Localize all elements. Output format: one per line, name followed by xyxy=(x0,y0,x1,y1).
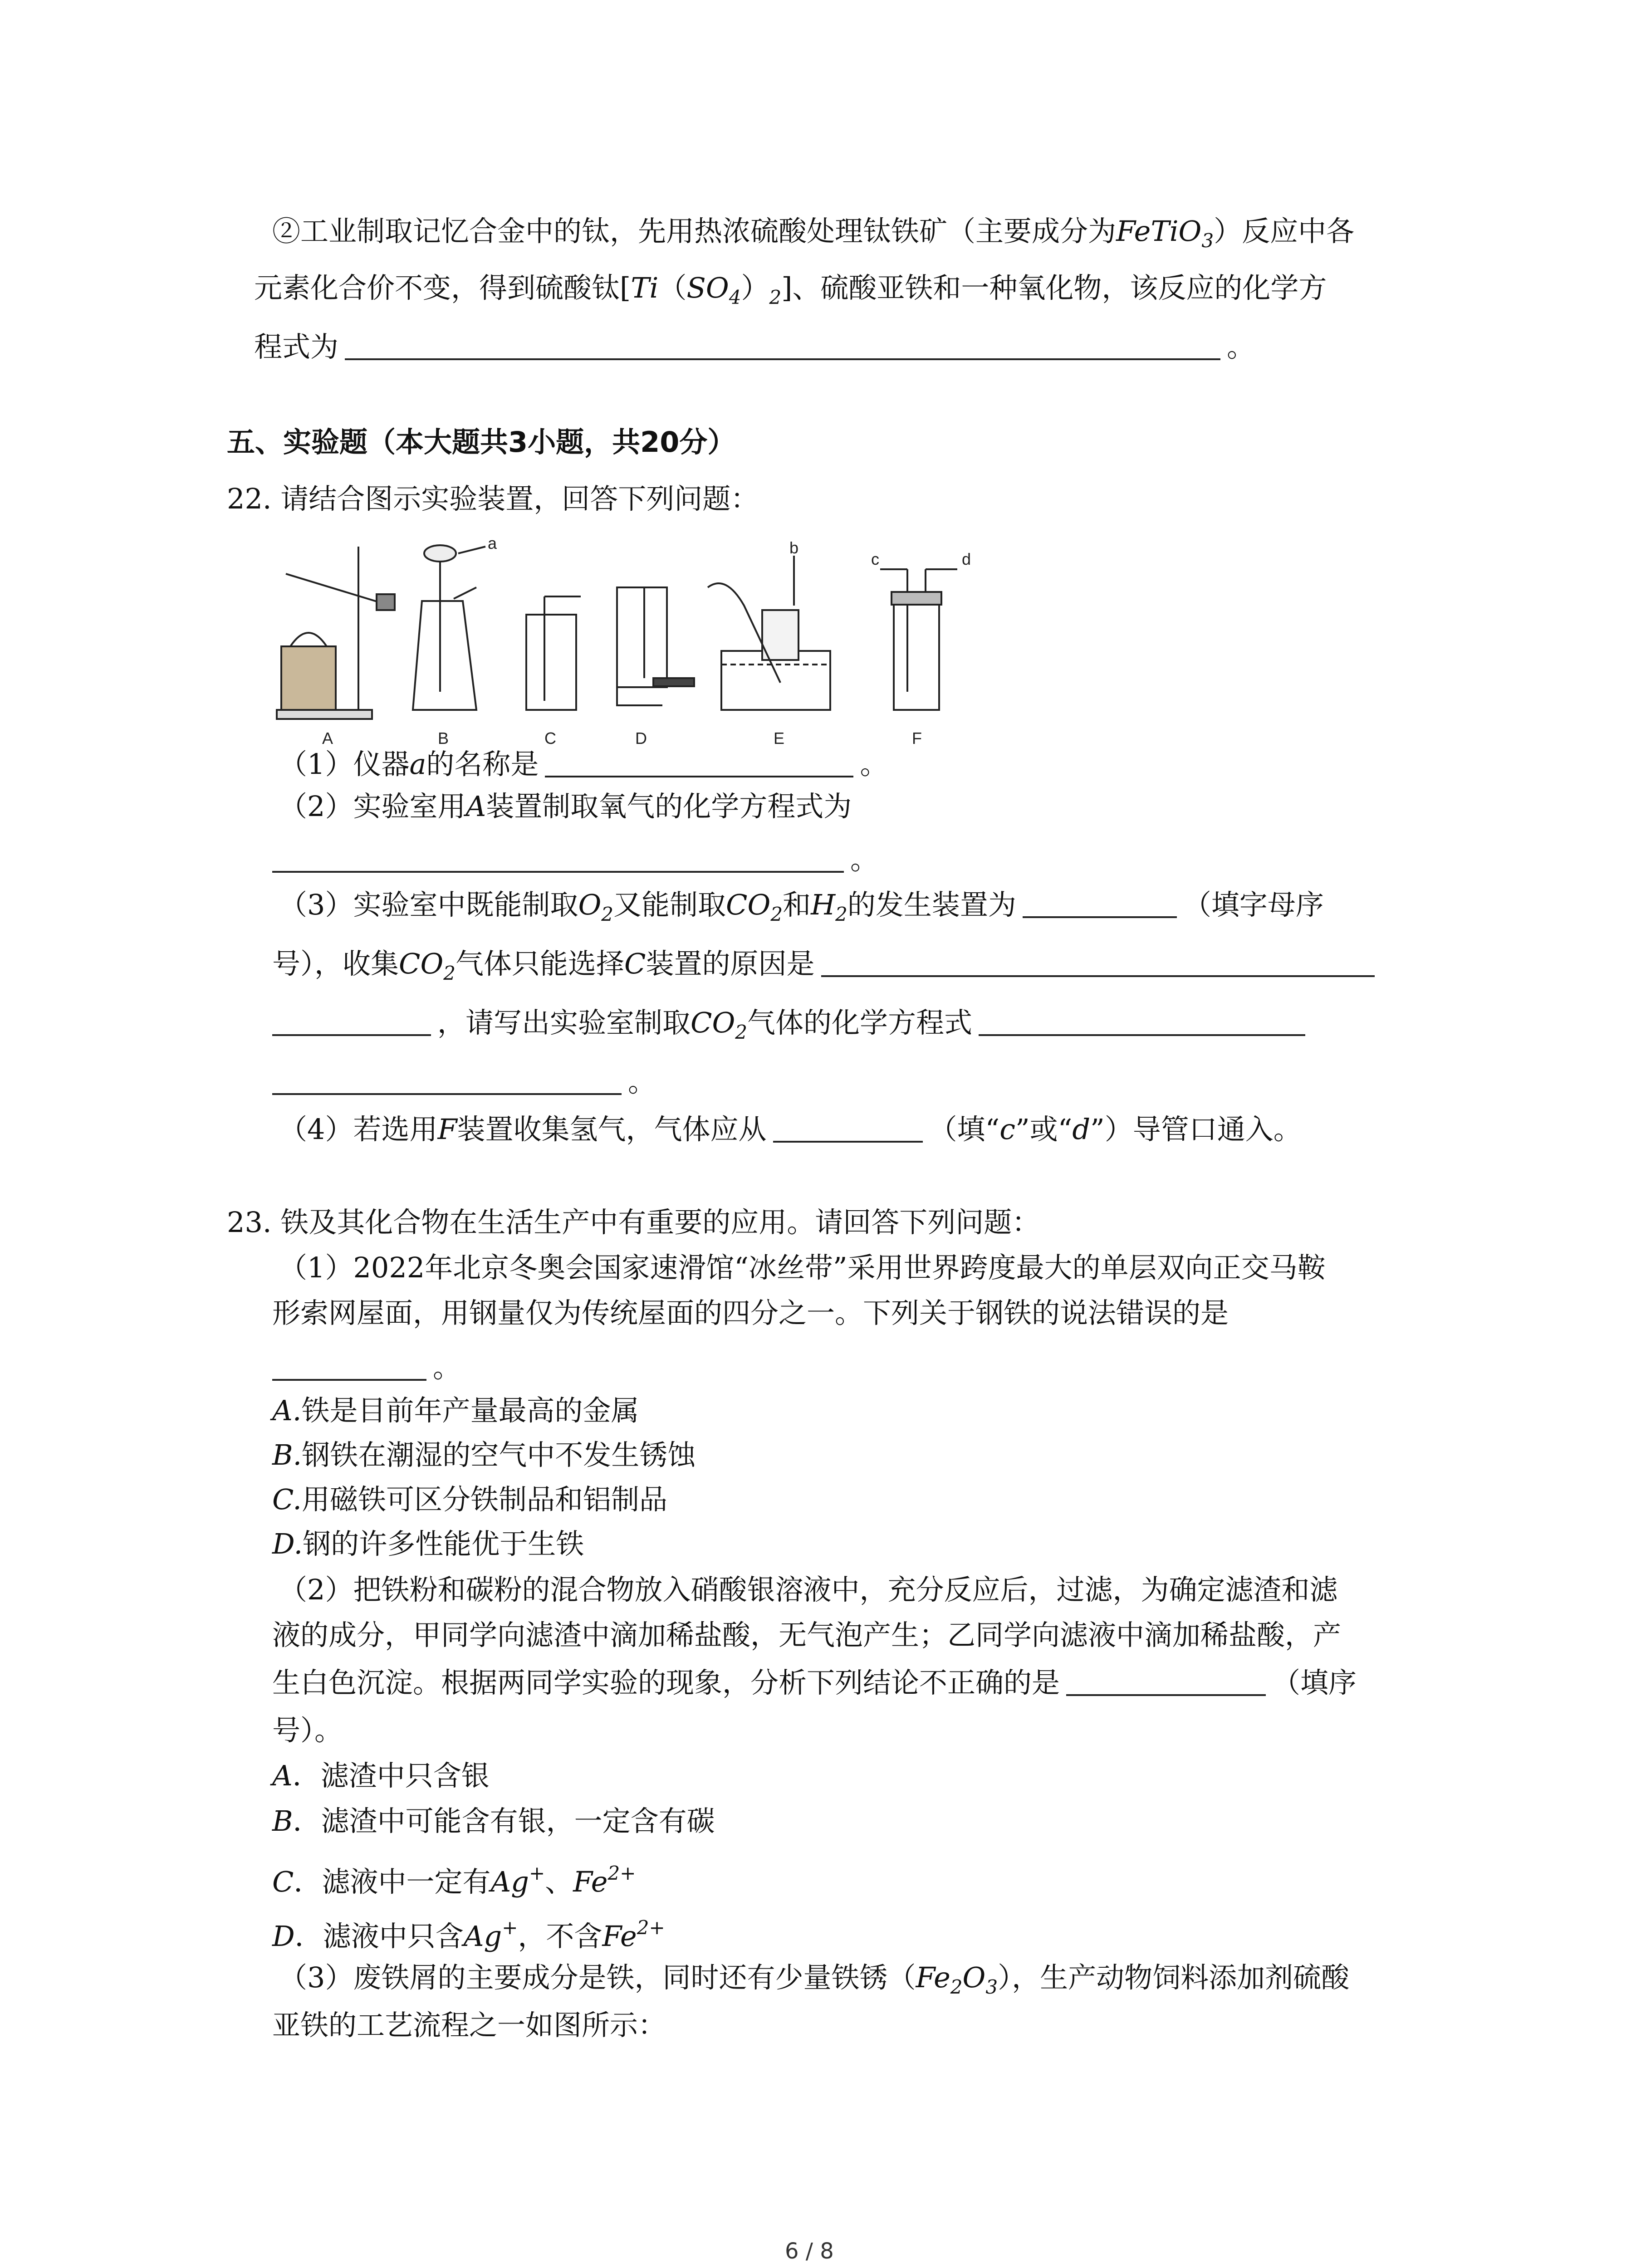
text-line: 号）。 xyxy=(272,1714,343,1747)
text-line: ②工业制取记忆合金中的钛，先用热浓硫酸处理钛铁矿（主要成分为FeTiO$_3$）反应中各 xyxy=(272,215,1355,252)
answer-blank[interactable] xyxy=(345,331,1220,360)
apparatus-label-c: C xyxy=(544,729,556,748)
option2-d: D．滤液中只含Ag+，不含$Fe^{2+}$ xyxy=(272,1916,665,1953)
text-line: 。 xyxy=(272,1349,461,1386)
q22-part3: （3）实验室中既能制取$O_2$又能制取$CO_2$和$H_2$的发生装置为 （填字母序 xyxy=(279,888,1324,925)
apparatus-label-f: F xyxy=(912,729,922,748)
option2-b: B．滤渣中可能含有银，一定含有碳 xyxy=(272,1804,715,1838)
answer-blank[interactable] xyxy=(1066,1667,1266,1696)
option2-a: A．滤渣中只含银 xyxy=(272,1759,490,1792)
text-line: （1）2022年北京冬奥会国家速滑馆“冰丝带”采用世界跨度最大的单层双向正交马鞍 xyxy=(279,1251,1326,1284)
apparatus-figure xyxy=(272,538,1012,751)
answer-blank[interactable] xyxy=(272,844,844,873)
answer-blank[interactable] xyxy=(773,1114,923,1143)
q22-part3-line3: ，请写出实验室制取$CO_2$气体的化学方程式 xyxy=(272,1005,1312,1051)
option-a: A.铁是目前年产量最高的金属 xyxy=(272,1394,639,1427)
apparatus-label-e: E xyxy=(774,729,785,748)
option-c: C.用磁铁可区分铁制品和铝制品 xyxy=(272,1483,667,1516)
text-line: （2）把铁粉和碳粉的混合物放入硝酸银溶液中，充分反应后，过滤，为确定滤渣和滤 xyxy=(279,1573,1338,1606)
answer-blank[interactable] xyxy=(272,1066,622,1095)
apparatus-label-a: A xyxy=(322,729,333,748)
q22-part4: （4）若选用F装置收集氢气，气体应从 （填“c”或“d”）导管口通入。 xyxy=(279,1113,1302,1146)
apparatus-label-d: D xyxy=(635,729,647,748)
text-line: （3）废铁屑的主要成分是铁，同时还有少量铁锈$(Fe_2O_3)$，生产动物饲料添加剂硫酸 xyxy=(279,1961,1350,1998)
answer-blank[interactable] xyxy=(272,1007,431,1036)
mark-b: b xyxy=(789,538,799,557)
text-line: 液的成分，甲同学向滤渣中滴加稀盐酸，无气泡产生；乙同学向滤液中滴加稀盐酸，产 xyxy=(272,1618,1342,1652)
mark-a: a xyxy=(488,538,497,552)
section-title: 五、实验题（本大题共3小题，共20分） xyxy=(227,425,736,459)
q22-part3-line2: 号），收集$CO_2$气体只能选择C装置的原因是 xyxy=(272,946,1381,992)
answer-blank[interactable] xyxy=(545,748,853,777)
text-line: 程式为 。 xyxy=(254,330,1255,363)
option-d: D.钢的许多性能优于生铁 xyxy=(272,1527,584,1560)
question-stem: 23. 铁及其化合物在生活生产中有重要的应用。请回答下列问题： xyxy=(227,1206,1040,1239)
apparatus-diagram xyxy=(272,538,1012,751)
q22-part2-answer: 。 xyxy=(272,841,878,878)
answer-blank[interactable] xyxy=(821,948,1375,977)
option-b: B.钢铁在潮湿的空气中不发生锈蚀 xyxy=(272,1438,696,1471)
page-number: 6 / 8 xyxy=(785,2239,834,2264)
text-line: 生白色沉淀。根据两同学实验的现象，分析下列结论不正确的是 （填序 xyxy=(272,1666,1357,1699)
mark-d: d xyxy=(962,550,971,568)
answer-blank[interactable] xyxy=(979,1007,1305,1036)
q22-part3-line4: 。 xyxy=(272,1064,656,1100)
q22-part2: （2）实验室用A装置制取氧气的化学方程式为 xyxy=(279,790,852,823)
answer-blank[interactable] xyxy=(272,1352,426,1381)
apparatus-a-base xyxy=(277,710,372,719)
option2-c: C．滤液中一定有Ag+、$Fe^{2+}$ xyxy=(272,1862,636,1898)
text-line: 亚铁的工艺流程之一如图所示： xyxy=(272,2009,666,2042)
text-line: 元素化合价不变，得到硫酸钛$[Ti(SO_4)_2]$、硫酸亚铁和一种氧化物，该反应的化学方 xyxy=(254,271,1327,308)
text-line: 形索网屋面，用钢量仅为传统屋面的四分之一。下列关于钢铁的说法错误的是 xyxy=(272,1296,1229,1330)
question-stem: 22. 请结合图示实验装置，回答下列问题： xyxy=(227,482,759,515)
mark-c: c xyxy=(871,550,879,568)
q22-part1: （1）仪器a的名称是 。 xyxy=(279,748,888,781)
answer-blank[interactable] xyxy=(1023,889,1177,918)
apparatus-label-b: B xyxy=(438,729,449,748)
